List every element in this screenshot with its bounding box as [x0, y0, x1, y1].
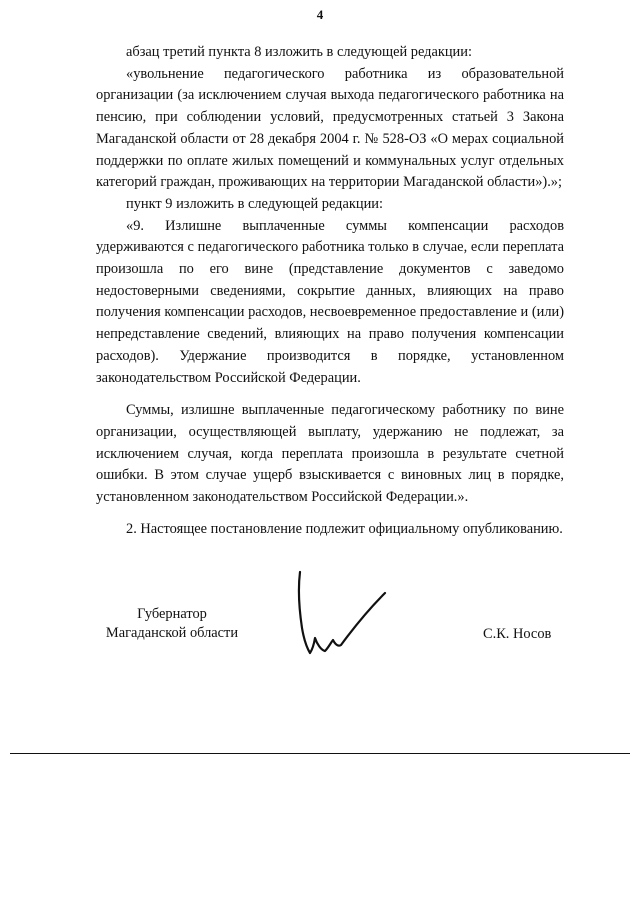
signatory-title-line1: Губернатор [137, 606, 207, 622]
handwritten-signature [288, 568, 398, 668]
signatory-name: С.К. Носов [483, 626, 552, 642]
signatory-title [92, 605, 252, 643]
paragraph-amendment-text-9: «9. Излишне выплаченные суммы компенсации расходов удерживаются с педагогического работника только в случае, если переплата произошла по его вине (представление документов с заведомо недостоверными сведениями, сокрытие данных, влияющих на право получения компенсации расходов, несвоевременное предоставление и (или) непредставление сведений, влияющих на право получения компенсации расходов). Удержание производится в порядке, установленном законодательством Российской Федерации. [96, 217, 564, 386]
signatory-title-line2: Магаданской области [105, 625, 239, 641]
paragraph-amendment-intro-8: абзац третий пункта 8 изложить в следующей редакции: [126, 44, 472, 60]
document-body [96, 42, 564, 540]
page-number: 4 [316, 7, 324, 22]
paragraph-amendment-text-8: «увольнение педагогического работника из образовательной организации (за исключением случая выхода педагогического работника на пенсию, при соблюдении условий, предусмотренных статьей 3 Закона Магаданской области от 28 декабря 2004 г. № 528-ОЗ «О мерах социальной поддержки по оплате жилых помещений и коммунальных услуг отдельных категорий граждан, проживающих на территории Магаданской области»).»; [96, 65, 564, 191]
footer-divider [10, 753, 630, 754]
paragraph-overpayment: Суммы, излишне выплаченные педагогическому работнику по вине организации, осуществляющей выплату, удержанию не подлежат, за исключением случая, когда переплата произошла в результате счетной ошибки. В этом случае ущерб взыскивается с виновных лиц в порядке, установленном законодательством Российской Федерации.». [96, 402, 564, 506]
paragraph-publication: 2. Настоящее постановление подлежит официальному опубликованию. [126, 520, 563, 537]
paragraph-amendment-intro-9: пункт 9 изложить в следующей редакции: [126, 195, 383, 212]
